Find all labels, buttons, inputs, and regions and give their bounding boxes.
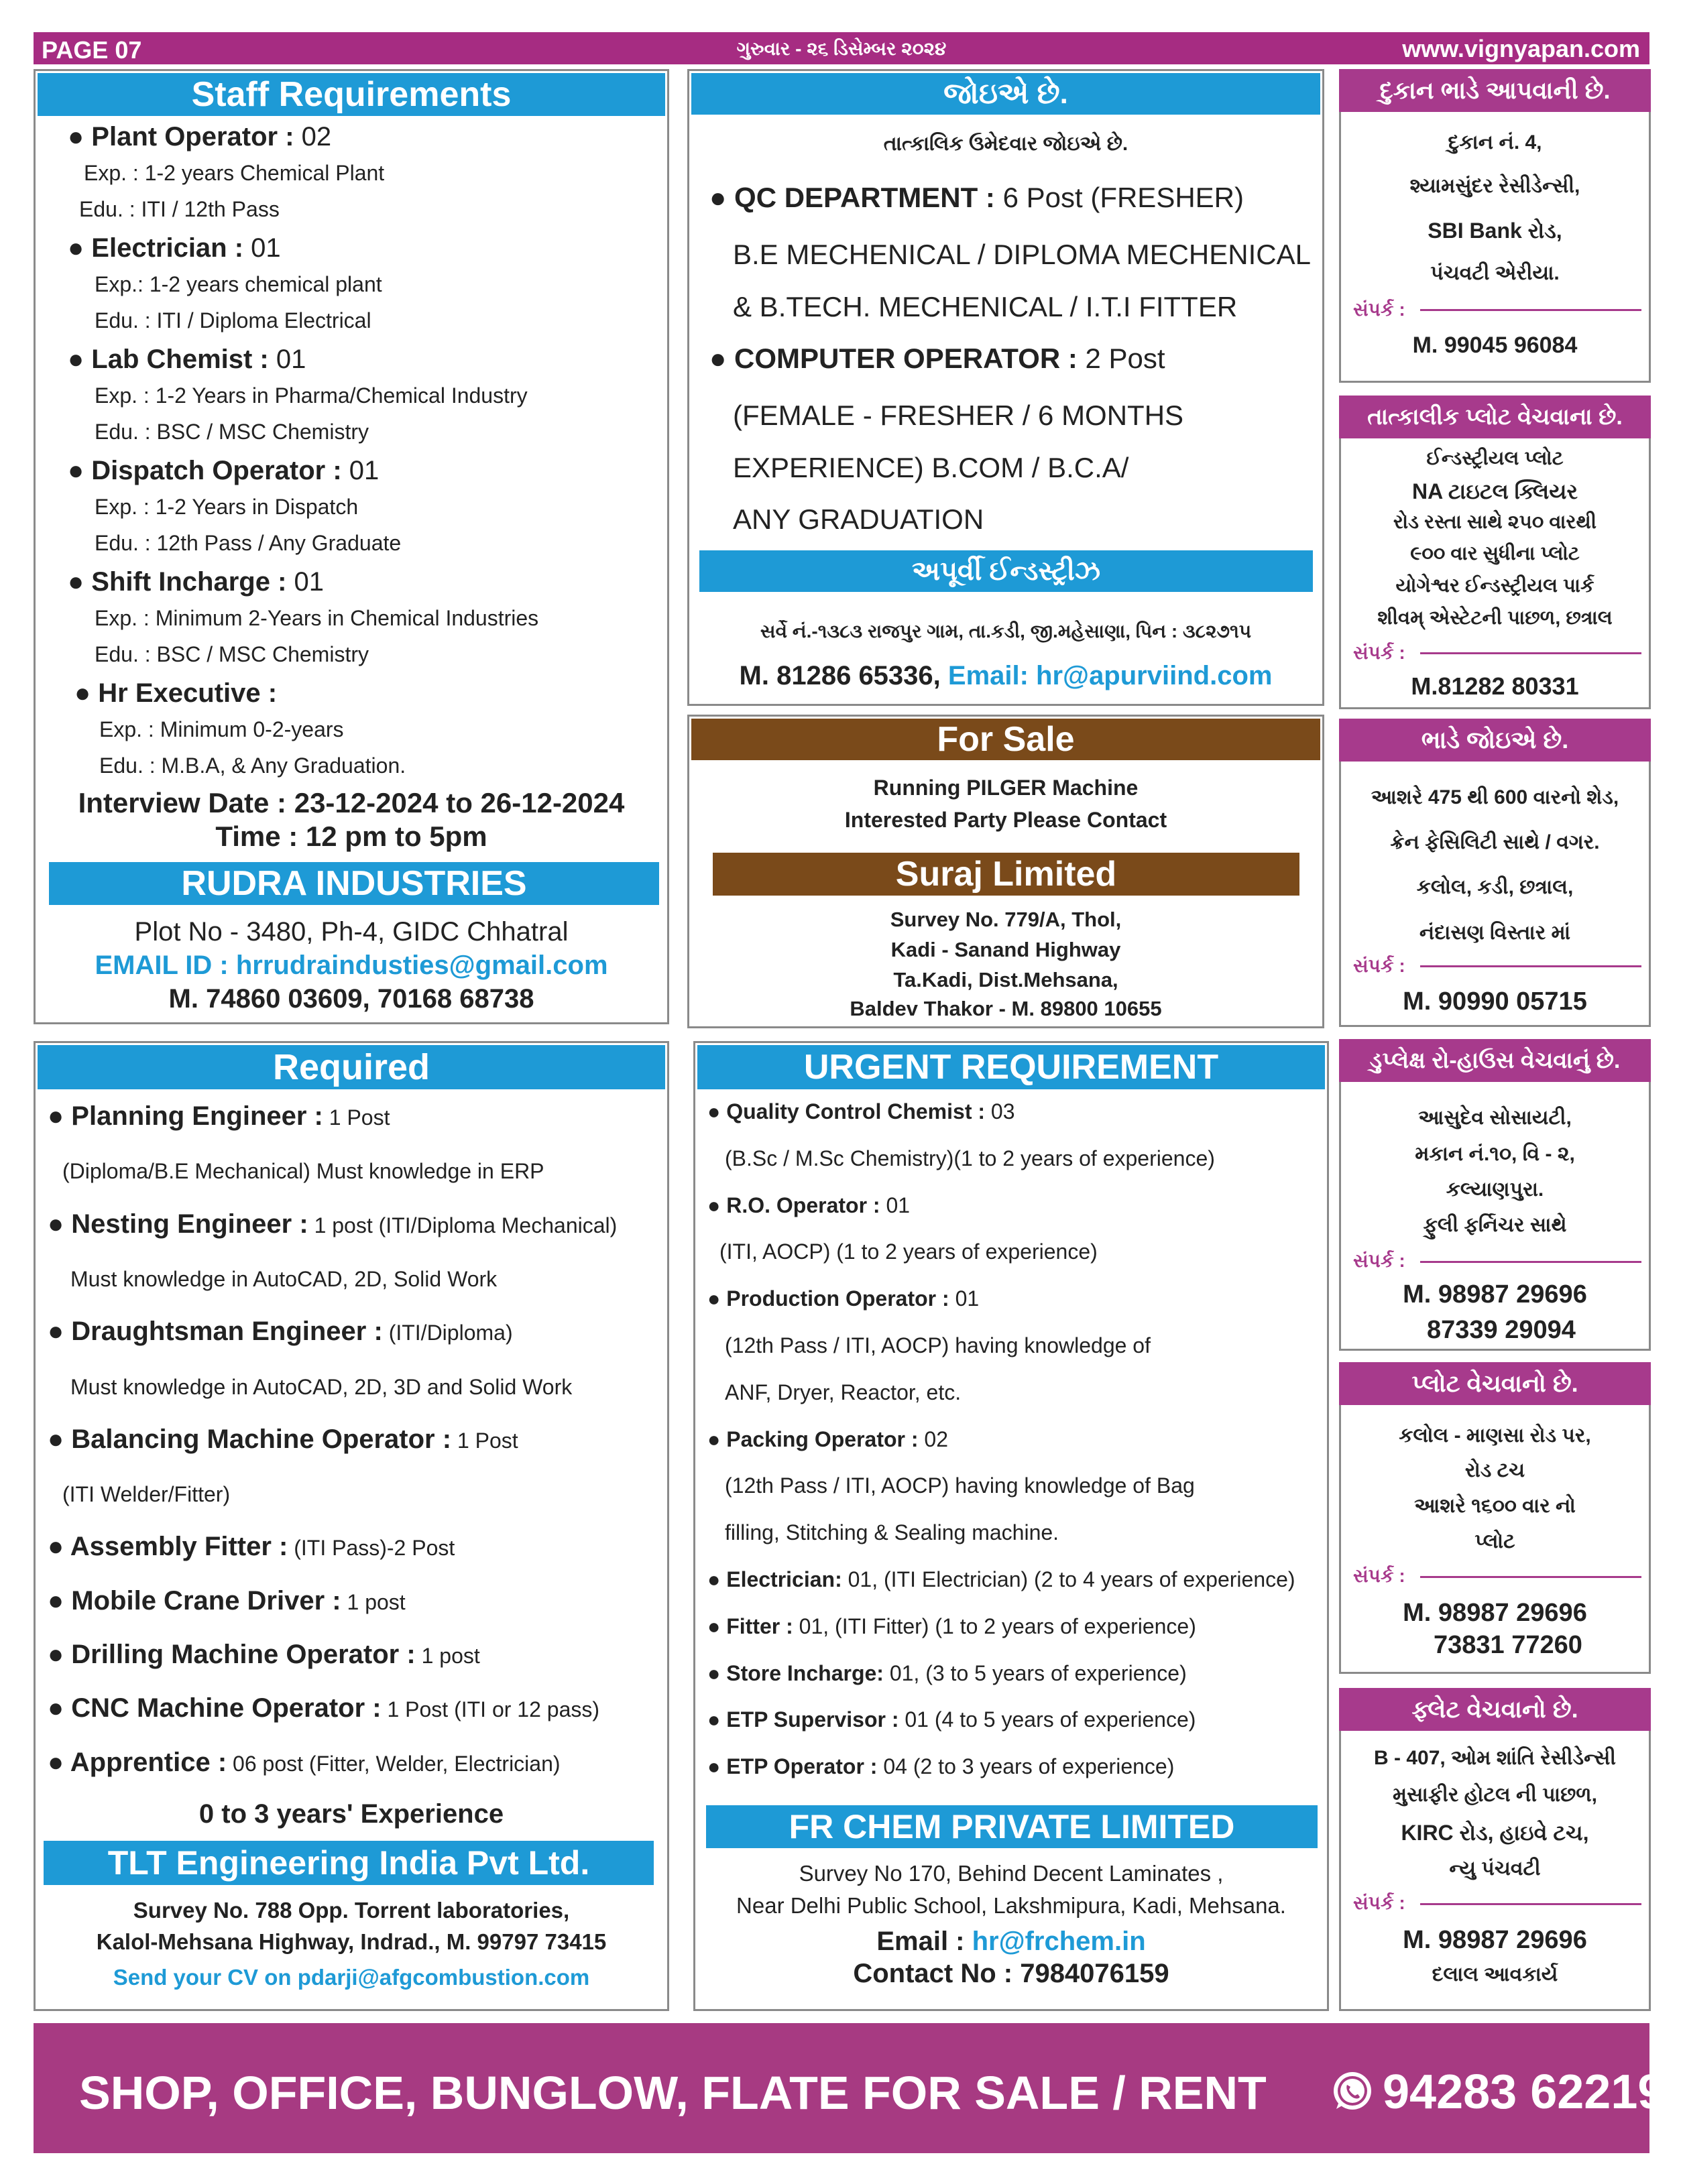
role-label: Nesting Engineer : — [71, 1209, 308, 1239]
contact-phone: M. 98987 29696 — [1403, 1599, 1587, 1627]
contact-divider — [1420, 1261, 1641, 1263]
role-heading: ● Hr Executive : — [74, 678, 278, 708]
role-heading: ● Balancing Machine Operator : 1 Post — [48, 1424, 518, 1454]
contact-phone: M.81282 80331 — [1411, 672, 1579, 700]
role-label: Store Incharge: — [726, 1660, 884, 1685]
ad-title: Staff Requirements — [38, 73, 665, 116]
ad-line: કલોલ, કડી, છત્રાલ, — [1416, 876, 1574, 898]
ad-line: શીવમ્ એસ્ટેટની પાછળ, છત્રાલ — [1377, 607, 1613, 629]
for-sale-ad — [687, 715, 1324, 1028]
role-heading: ● Packing Operator : 02 — [707, 1427, 948, 1451]
role-label: Apprentice : — [70, 1747, 227, 1777]
role-value: (ITI/Diploma) — [382, 1321, 513, 1345]
company-phone: M. 81286 65336, — [739, 661, 948, 690]
role-label: Electrician: — [726, 1567, 842, 1591]
company-name: Suraj Limited — [713, 853, 1299, 896]
shed-wanted-ad — [1339, 719, 1651, 1027]
ad-line: પ્લોટ — [1474, 1530, 1515, 1553]
role-value: 1 Post — [451, 1428, 518, 1453]
co-line: ANY GRADUATION — [733, 503, 984, 535]
role-detail: Exp. : 1-2 years Chemical Plant — [84, 161, 385, 185]
company-address: Kadi - Sanand Highway — [890, 938, 1121, 961]
role-heading: ● Plant Operator : 02 — [68, 122, 332, 151]
ad-line: ફુલી ફર્નિચર સાથે — [1423, 1214, 1567, 1236]
contact-label: સંપર્ક : — [1353, 1565, 1405, 1586]
role-heading: ● CNC Machine Operator : 1 Post (ITI or 12 pass) — [48, 1693, 600, 1723]
ad-title: તાત્કાલીક પ્લોટ વેચવાના છે. — [1339, 396, 1651, 438]
role-value: 01, (ITI Fitter) (1 to 2 years of experience) — [793, 1614, 1196, 1638]
role-label: Fitter : — [726, 1614, 793, 1638]
interview-date: Interview Date : 23-12-2024 to 26-12-2024 — [78, 787, 625, 818]
role-label: R.O. Operator : — [726, 1193, 880, 1217]
role-detail: Must knowledge in AutoCAD, 2D, 3D and Solid Work — [70, 1374, 573, 1399]
role-label: Planning Engineer : — [71, 1101, 323, 1131]
role-heading: ● Lab Chemist : 01 — [68, 345, 306, 374]
ad-line: ૯૦૦ વાર સુધીના પ્લોટ — [1410, 543, 1580, 564]
role-heading: ● R.O. Operator : 01 — [707, 1193, 911, 1217]
company-address: સર્વે નં.-૧૩૮૩ રાજપુર ગામ, તા.કડી, જી.મહેસાણા, પિન : ૩૮૨૭૧૫ — [760, 621, 1252, 642]
role-heading: ● Electrician : 01 — [68, 233, 281, 263]
duplex-for-sale-ad — [1339, 1039, 1651, 1351]
ad-line: રોડ રસ્તા સાથે ૨૫૦ વારથી — [1393, 511, 1597, 533]
ad-line: મુસાફીર હોટલ ની પાછળ, — [1393, 1784, 1597, 1806]
role-value: 1 post — [341, 1589, 406, 1614]
role-label: COMPUTER OPERATOR : — [734, 343, 1078, 374]
role-label: ETP Supervisor : — [726, 1707, 899, 1732]
company-address: Survey No 170, Behind Decent Laminates , — [799, 1861, 1224, 1886]
company-email[interactable]: Email: hr@apurviind.com — [947, 661, 1273, 690]
plot-sale-ad — [1339, 1362, 1651, 1674]
footer-text: SHOP, OFFICE, BUNGLOW, FLATE FOR SALE / RENT — [79, 2067, 1267, 2119]
role-heading: ● Store Incharge: 01, (3 to 5 years of experience) — [707, 1660, 1187, 1685]
role-value: 1 post (ITI/Diploma Mechanical) — [308, 1213, 618, 1237]
contact-phone: M. 90990 05715 — [1403, 987, 1587, 1016]
footer-banner — [34, 2023, 1665, 2153]
role-count: 01 — [243, 233, 281, 263]
ad-line: SBI Bank રોડ, — [1428, 219, 1562, 243]
role-label: ETP Operator : — [726, 1754, 878, 1779]
role-label: Shift Incharge : — [91, 567, 287, 597]
role-detail: (B.Sc / M.Sc Chemistry)(1 to 2 years of experience) — [725, 1146, 1215, 1170]
role-value: 03 — [985, 1099, 1015, 1124]
ad-line: Interested Party Please Contact — [844, 808, 1167, 832]
role-detail: Exp. : Minimum 2-Years in Chemical Industries — [95, 606, 539, 630]
company-name: FR CHEM PRIVATE LIMITED — [706, 1805, 1318, 1848]
co-line: (FEMALE - FRESHER / 6 MONTHS — [733, 400, 1184, 431]
whatsapp-icon — [1331, 2070, 1374, 2113]
ad-line: B - 407, ઓમ શાંતિ રેસીડેન્સી — [1374, 1747, 1616, 1769]
page-number: PAGE 07 — [42, 36, 142, 64]
role-detail: Edu. : ITI / 12th Pass — [79, 197, 280, 221]
role-label: Dispatch Operator : — [91, 456, 342, 485]
ad-title: જોઇએ છે. — [691, 73, 1320, 115]
company-contact: Baldev Thakor - M. 89800 10655 — [850, 997, 1162, 1020]
role-heading: ● Assembly Fitter : (ITI Pass)-2 Post — [48, 1532, 455, 1562]
ad-line: પંચવટી એરીયા. — [1430, 262, 1560, 284]
role-detail: (12th Pass / ITI, AOCP) having knowledge of Bag — [725, 1473, 1195, 1498]
contact-label: સંપર્ક : — [1353, 1250, 1405, 1271]
company-address: Survey No. 788 Opp. Torrent laboratories, — [133, 1898, 570, 1923]
contact-divider — [1420, 965, 1641, 967]
role-detail: Must knowledge in AutoCAD, 2D, Solid Work — [70, 1266, 498, 1291]
cv-email[interactable]: Send your CV on pdarji@afgcombustion.com — [113, 1965, 590, 1990]
company-address: Ta.Kadi, Dist.Mehsana, — [893, 968, 1118, 991]
ad-line: યોગેશ્વર ઈન્ડસ્ટ્રીયલ પાર્ક — [1395, 575, 1594, 597]
role-count: 01 — [286, 567, 325, 597]
role-label: Packing Operator : — [726, 1427, 919, 1451]
page-header — [34, 32, 1649, 64]
footer-phone: 94283 62219 — [1383, 2065, 1665, 2119]
contact-phone: M. 98987 29696 — [1403, 1926, 1587, 1954]
qc-department-role: ● QC DEPARTMENT : 6 Post (FRESHER) — [709, 182, 1244, 213]
role-detail: Edu. : 12th Pass / Any Graduate — [95, 531, 402, 555]
company-name: RUDRA INDUSTRIES — [49, 862, 659, 905]
role-value: 06 post (Fitter, Welder, Electrician) — [227, 1751, 561, 1776]
role-heading: ● Dispatch Operator : 01 — [68, 456, 380, 485]
role-detail: Edu. : ITI / Diploma Electrical — [95, 308, 371, 332]
role-value: (ITI Pass)-2 Post — [288, 1536, 455, 1561]
ad-line: શ્યામસુંદર રેસીડેન્સી, — [1409, 175, 1580, 197]
ad-title: ડુપ્લેક્ષ રો-હાઉસ વેચવાનું છે. — [1339, 1039, 1651, 1082]
company-name: TLT Engineering India Pvt Ltd. — [44, 1841, 654, 1885]
company-address: Kalol-Mehsana Highway, Indrad., M. 99797 73415 — [96, 1929, 607, 1954]
ad-title: For Sale — [691, 719, 1320, 760]
shop-for-rent-ad — [1339, 69, 1651, 383]
role-heading: ● Draughtsman Engineer : (ITI/Diploma) — [48, 1317, 513, 1347]
company-address: Near Delhi Public School, Lakshmipura, Kadi, Mehsana. — [736, 1893, 1286, 1918]
ad-line: આશરે ૧૬૦૦ વાર નો — [1414, 1495, 1576, 1517]
ad-line: કલ્યાણપુરા. — [1446, 1178, 1544, 1201]
role-count: 01 — [268, 345, 306, 374]
ad-line: આશરે 475 થી 600 વારનો શેડ, — [1371, 786, 1619, 808]
role-value: 1 Post — [323, 1105, 390, 1130]
role-label: Assembly Fitter : — [70, 1532, 288, 1562]
role-value: 1 post — [415, 1644, 480, 1668]
ad-subtitle: તાત્કાલિક ઉમેદવાર જોઇએ છે. — [883, 133, 1128, 155]
role-detail: (Diploma/B.E Mechanical) Must knowledge in ERP — [62, 1159, 544, 1184]
role-value: 01 (4 to 5 years of experience) — [898, 1707, 1196, 1732]
contact-divider — [1420, 1903, 1641, 1905]
ad-title: પ્લોટ વેચવાનો છે. — [1339, 1362, 1651, 1405]
broker-note: દલાલ આવકાર્ય — [1432, 1963, 1558, 1986]
role-label: Drilling Machine Operator : — [71, 1640, 416, 1669]
role-label: CNC Machine Operator : — [71, 1693, 382, 1723]
contact-phone-2: 87339 29094 — [1427, 1316, 1576, 1344]
ad-title: દુકાન ભાડે આપવાની છે. — [1339, 69, 1651, 112]
interview-time: Time : 12 pm to 5pm — [215, 821, 487, 852]
company-email[interactable]: hr@frchem.in — [972, 1927, 1146, 1956]
role-detail: Edu. : M.B.A, & Any Graduation. — [99, 753, 406, 778]
contact-divider — [1420, 1576, 1641, 1578]
role-heading: ● Production Operator : 01 — [707, 1286, 980, 1311]
role-value: 2 Post — [1077, 343, 1165, 374]
role-value: 01 — [880, 1193, 911, 1217]
role-value: 01, (ITI Electrician) (2 to 4 years of experience) — [842, 1567, 1295, 1591]
role-detail: Edu. : BSC / MSC Chemistry — [95, 642, 369, 666]
flat-for-sale-ad — [1339, 1688, 1651, 2011]
role-heading: ● Shift Incharge : 01 — [68, 567, 325, 597]
role-value: 02 — [918, 1427, 948, 1451]
frchem-urgent-ad — [693, 1041, 1329, 2011]
company-address: Plot No - 3480, Ph-4, GIDC Chhatral — [134, 917, 569, 947]
ad-line: ઈન્ડસ્ટ્રીયલ પ્લોટ — [1426, 448, 1564, 469]
contact-label: સંપર્ક : — [1353, 299, 1405, 320]
qc-line: B.E MECHENICAL / DIPLOMA MECHENICAL — [733, 239, 1311, 270]
role-heading: ● Nesting Engineer : 1 post (ITI/Diploma Mechanical) — [48, 1209, 618, 1239]
company-name: અપૂર્વી ઈન્ડસ્ટ્રીઝ — [699, 550, 1313, 592]
role-heading: ● Planning Engineer : 1 Post — [48, 1101, 390, 1131]
role-heading: ● ETP Operator : 04 (2 to 3 years of experience) — [707, 1754, 1175, 1779]
qc-line: & B.TECH. MECHENICAL / I.T.I FITTER — [733, 291, 1238, 322]
ad-line: દુકાન નં. 4, — [1448, 131, 1542, 154]
contact-label: સંપર્ક : — [1353, 1892, 1405, 1913]
role-detail: Exp. : 1-2 Years in Dispatch — [95, 495, 359, 519]
role-label: QC DEPARTMENT : — [734, 182, 995, 213]
role-detail: (ITI, AOCP) (1 to 2 years of experience) — [719, 1239, 1098, 1264]
role-count: 01 — [341, 456, 380, 485]
role-heading: ● Fitter : 01, (ITI Fitter) (1 to 2 years of experience) — [707, 1614, 1196, 1638]
contact-phone-2: 73831 77260 — [1434, 1631, 1582, 1659]
role-label: Mobile Crane Driver : — [71, 1585, 341, 1616]
computer-operator-role: ● COMPUTER OPERATOR : 2 Post — [709, 343, 1165, 374]
ad-line: ન્યુ પંચવટી — [1449, 1858, 1541, 1880]
company-phone: M. 74860 03609, 70168 68738 — [168, 984, 534, 1014]
contact-divider — [1420, 652, 1641, 654]
company-email-line — [695, 1927, 1327, 1957]
ad-line: કલોલ - માણસા રોડ પર, — [1399, 1424, 1591, 1447]
contact-divider — [1420, 309, 1641, 311]
ad-line: ક્રેન ફેસિલિટી સાથે / વગર. — [1390, 831, 1600, 853]
ad-title: ફ્લેટ વેચવાનો છે. — [1339, 1688, 1651, 1731]
role-detail: (ITI Welder/Fitter) — [62, 1482, 231, 1507]
role-label: Production Operator : — [726, 1286, 949, 1311]
company-address: Survey No. 779/A, Thol, — [890, 908, 1122, 931]
role-value: 01, (3 to 5 years of experience) — [883, 1660, 1187, 1685]
company-contact — [689, 661, 1322, 691]
contact-phone: M. 98987 29696 — [1403, 1280, 1587, 1309]
ad-line: નંદાસણ વિસ્તાર માં — [1419, 922, 1571, 944]
role-label: Lab Chemist : — [91, 345, 269, 374]
role-count: 02 — [294, 122, 332, 151]
company-contact: Contact No : 7984076159 — [853, 1959, 1169, 1988]
ad-line: આસુદેવ સોસાયટી, — [1418, 1107, 1572, 1129]
role-label: Hr Executive : — [98, 678, 278, 708]
role-detail: filling, Stitching & Sealing machine. — [725, 1520, 1059, 1545]
ad-line: NA ટાઇટલ ક્લિયર — [1411, 479, 1578, 503]
role-value: 01 — [949, 1286, 980, 1311]
staff-requirements-ad — [34, 69, 669, 1024]
role-heading: ● Drilling Machine Operator : 1 post — [48, 1640, 480, 1669]
role-heading: ● Mobile Crane Driver : 1 post — [48, 1585, 406, 1616]
contact-phone: M. 99045 96084 — [1412, 332, 1578, 358]
role-heading: ● Quality Control Chemist : 03 — [707, 1099, 1015, 1124]
experience-note: 0 to 3 years' Experience — [198, 1799, 504, 1829]
role-heading: ● ETP Supervisor : 01 (4 to 5 years of experience) — [707, 1707, 1196, 1732]
role-label: Plant Operator : — [91, 122, 294, 151]
role-detail: Edu. : BSC / MSC Chemistry — [95, 420, 369, 444]
issue-date: ગુરુવાર - ૨૬ ડિસેમ્બર ૨૦૨૪ — [736, 38, 947, 59]
contact-label: સંપર્ક : — [1353, 642, 1405, 663]
role-detail: (12th Pass / ITI, AOCP) having knowledge of — [725, 1333, 1151, 1357]
role-heading: ● Electrician: 01, (ITI Electrician) (2 to 4 years of experience) — [707, 1567, 1295, 1591]
role-label: Electrician : — [91, 233, 244, 263]
ad-line: Running PILGER Machine — [873, 776, 1139, 800]
co-line: EXPERIENCE) B.COM / B.C.A/ — [733, 452, 1129, 483]
role-detail: ANF, Dryer, Reactor, etc. — [725, 1380, 962, 1404]
ad-line: KIRC રોડ, હાઇવે ટચ, — [1401, 1821, 1589, 1845]
ad-title: ભાડે જોઇએ છે. — [1339, 719, 1651, 762]
ad-line: મકાન નં.૧૦, વિ - ૨, — [1415, 1143, 1575, 1165]
apurvi-job-ad — [687, 69, 1324, 706]
email-label: Email : — [876, 1927, 972, 1956]
role-value: 1 Post (ITI or 12 pass) — [381, 1697, 600, 1722]
role-label: Quality Control Chemist : — [726, 1099, 986, 1124]
tlt-required-ad — [34, 1041, 669, 2011]
role-value: 6 Post (FRESHER) — [994, 182, 1244, 213]
ad-line: રોડ ટચ — [1464, 1459, 1525, 1481]
ad-title: Required — [38, 1045, 665, 1089]
role-label: Balancing Machine Operator : — [71, 1424, 452, 1454]
role-label: Draughtsman Engineer : — [71, 1317, 383, 1347]
role-value: 04 (2 to 3 years of experience) — [877, 1754, 1175, 1779]
role-detail: Exp. : Minimum 0-2-years — [99, 717, 344, 741]
role-detail: Exp.: 1-2 years chemical plant — [95, 272, 382, 296]
company-email[interactable]: EMAIL ID : hrrudraindusties@gmail.com — [95, 951, 608, 980]
contact-label: સંપર્ક : — [1353, 955, 1405, 976]
website-link[interactable]: www.vignyapan.com — [1402, 35, 1640, 62]
role-detail: Exp. : 1-2 Years in Pharma/Chemical Industry — [95, 383, 528, 408]
ad-title: URGENT REQUIREMENT — [697, 1045, 1325, 1089]
role-heading: ● Apprentice : 06 post (Fitter, Welder, Electrician) — [48, 1747, 561, 1777]
plot-for-sale-ad — [1339, 396, 1651, 709]
